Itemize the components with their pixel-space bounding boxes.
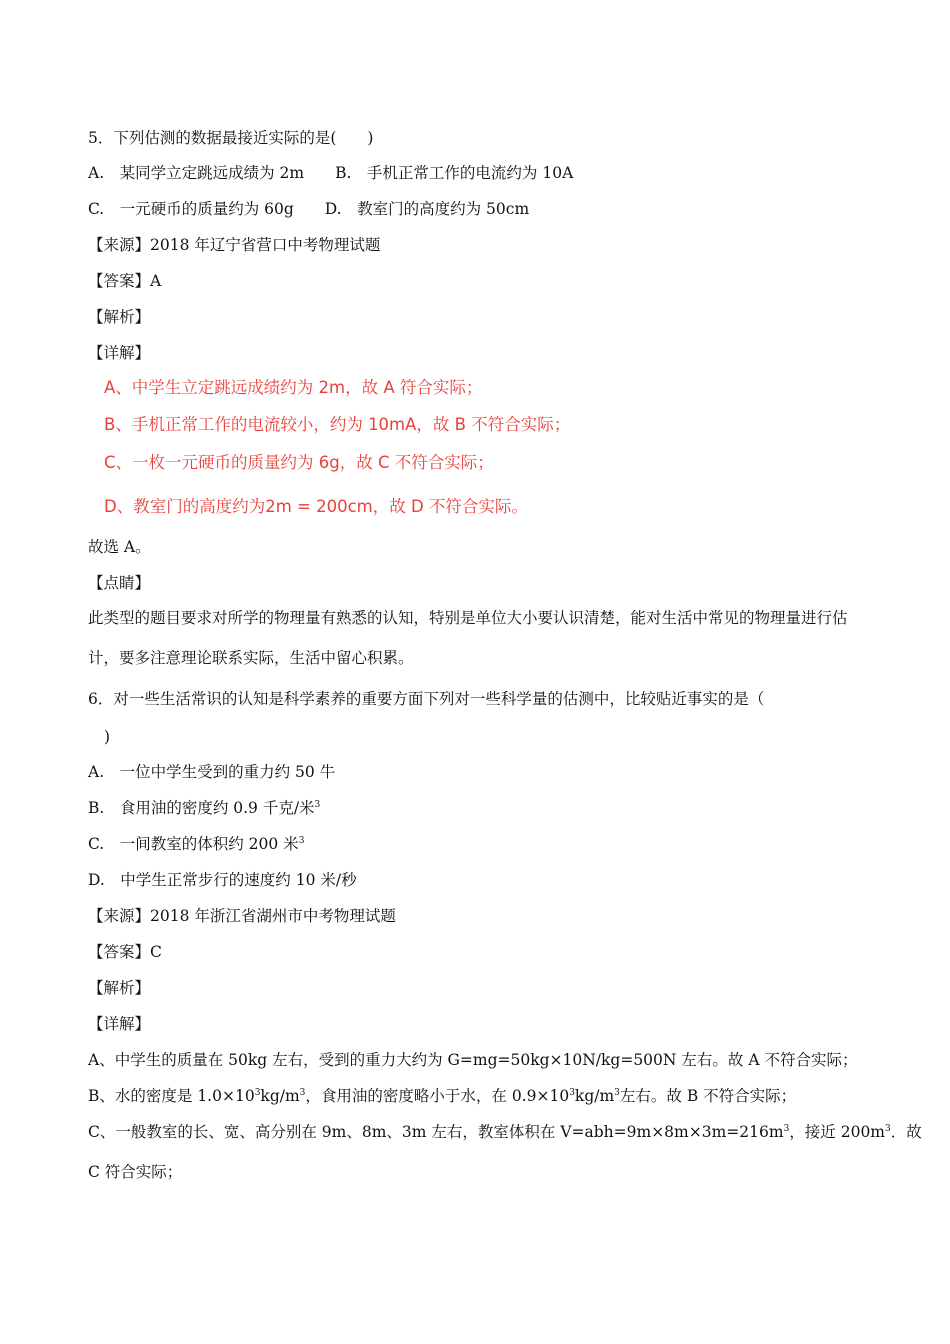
q6-detail-b-2: kg/m xyxy=(260,1087,300,1105)
q6-detail-b-exp3: 3 xyxy=(569,1088,575,1098)
q5-detail-label: 【详解】 xyxy=(88,344,151,362)
q5-options-row2: C. 一元硬币的质量约为 60g D. 教室门的高度约为 50cm xyxy=(88,200,530,218)
q6-detail-c-2: ，接近 200m xyxy=(789,1123,886,1141)
q5-conclusion: 故选 A。 xyxy=(88,538,151,556)
q6-detail-b-exp4: 3 xyxy=(614,1088,620,1098)
q5-stem: 5．下列估测的数据最接近实际的是( ) xyxy=(88,129,374,147)
q6-detail-c xyxy=(88,1122,922,1142)
q6-detail-b-exp1: 3 xyxy=(254,1088,261,1098)
q6-option-d: D. 中学生正常步行的速度约 10 米/秒 xyxy=(88,871,357,889)
q5-comment-label: 【点睛】 xyxy=(88,574,151,592)
q6-stem: 6．对一些生活常识的认知是科学素养的重要方面下列对一些科学量的估测中，比较贴近事实的是（ xyxy=(88,690,765,708)
q5-detail-line-c: C、一枚一元硬币的质量约为 6g，故 C 不符合实际； xyxy=(104,453,494,472)
q6-option-b xyxy=(88,798,320,818)
q6-option-a: A. 一位中学生受到的重力约 50 牛 xyxy=(88,763,336,781)
q6-option-b-exp: 3 xyxy=(314,800,321,810)
q6-detail-c-3: ．故 xyxy=(890,1123,922,1141)
q6-analysis-label: 【解析】 xyxy=(88,979,151,997)
q5-detail-line-d: D、教室门的高度约为2m = 200cm，故 D 不符合实际。 xyxy=(104,497,528,516)
q6-option-c-text: C. 一间教室的体积约 200 米 xyxy=(88,835,299,853)
q6-detail-c-exp1: 3 xyxy=(783,1124,790,1134)
q6-option-b-text: B. 食用油的密度约 0.9 千克/米 xyxy=(88,799,315,817)
q6-detail-b xyxy=(88,1086,796,1106)
q6-stem-cont: ) xyxy=(104,728,111,746)
q5-source: 【来源】2018 年辽宁省营口中考物理试题 xyxy=(88,236,381,254)
q5-answer: 【答案】A xyxy=(88,272,162,290)
q6-detail-c-cont: C 符合实际； xyxy=(88,1163,183,1181)
q5-detail-line-a: A、中学生立定跳远成绩约为 2m，故 A 符合实际； xyxy=(104,378,483,397)
q6-source: 【来源】2018 年浙江省湖州市中考物理试题 xyxy=(88,907,396,925)
q5-options-row1: A. 某同学立定跳远成绩为 2m B. 手机正常工作的电流约为 10A xyxy=(88,164,574,182)
q6-option-c-exp: 3 xyxy=(298,836,305,846)
q6-detail-b-3: ，食用油的密度略小于水，在 0.9×10 xyxy=(305,1087,570,1105)
q6-detail-c-exp2: 3 xyxy=(885,1124,891,1134)
q6-option-c xyxy=(88,834,304,854)
q6-answer: 【答案】C xyxy=(88,943,162,961)
q6-detail-b-exp2: 3 xyxy=(299,1088,306,1098)
q6-detail-label: 【详解】 xyxy=(88,1015,151,1033)
q5-analysis-label: 【解析】 xyxy=(88,308,151,326)
q5-comment: 此类型的题目要求对所学的物理量有熟悉的认知，特别是单位大小要认识清楚，能对生活中常见的物理量进行估计，要多注意理论联系实际，生活中留心积累。 xyxy=(88,609,848,667)
q6-detail-a: A、中学生的质量在 50kg 左右，受到的重力大约为 G=mg=50kg×10N/kg=500N 左右。故 A 不符合实际； xyxy=(88,1051,858,1069)
q5-detail-line-b: B、手机正常工作的电流较小，约为 10mA，故 B 不符合实际； xyxy=(104,415,571,434)
q6-detail-b-5: 左右。故 B 不符合实际； xyxy=(619,1087,797,1105)
q6-detail-b-1: B、水的密度是 1.0×10 xyxy=(88,1087,255,1105)
q6-detail-c-1: C、一般教室的长、宽、高分别在 9m、8m、3m 左右，教室体积在 V=abh=9m×8m×3m=216m xyxy=(88,1123,784,1141)
q6-detail-b-4: kg/m xyxy=(574,1087,615,1105)
